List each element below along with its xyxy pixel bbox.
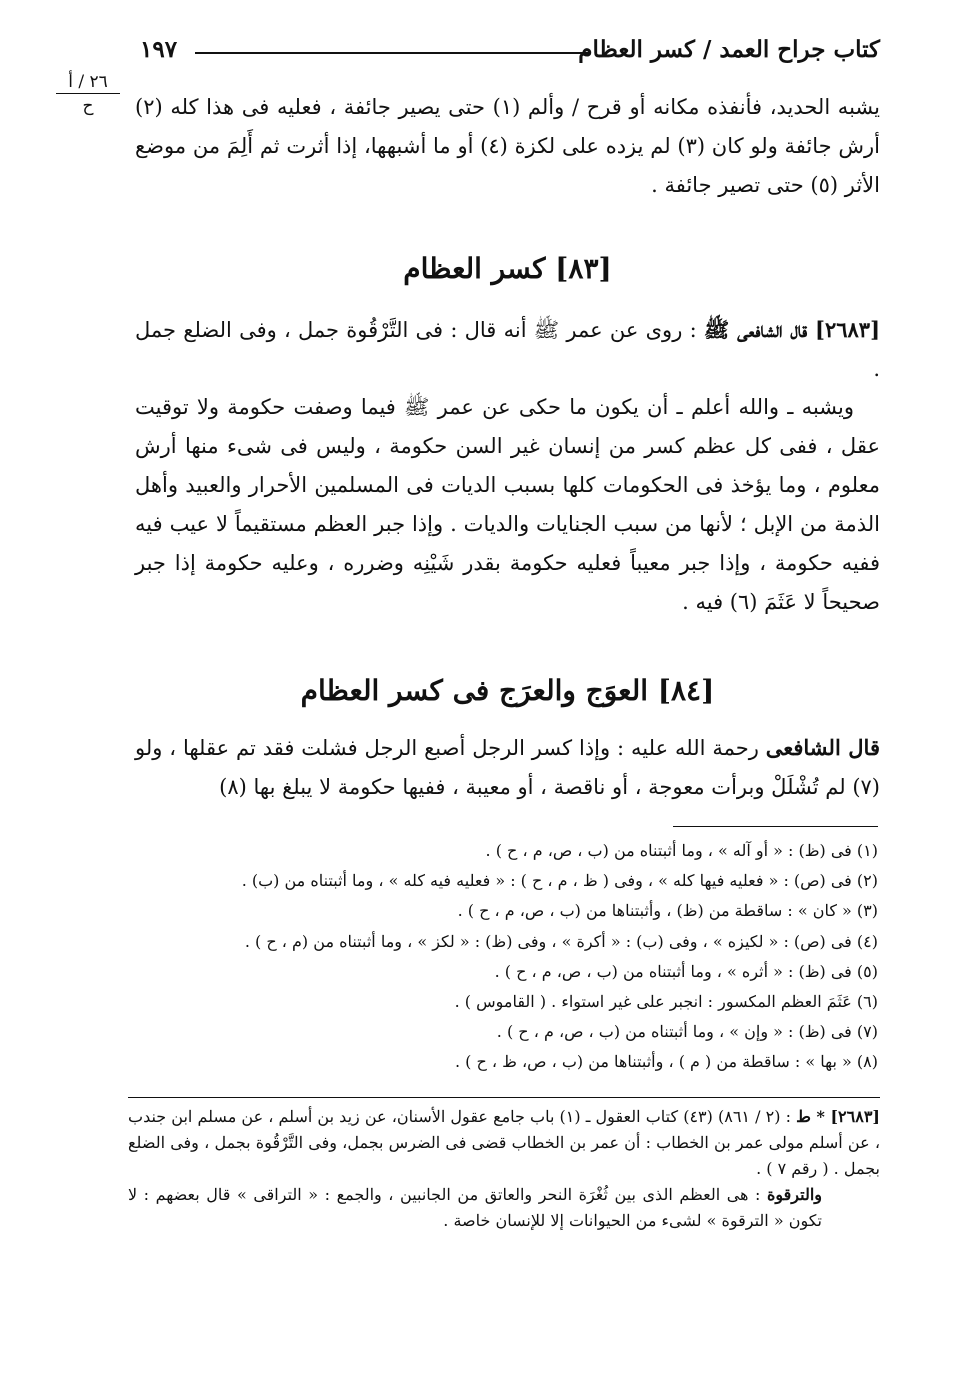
footnote-item: (٧) فى (ظ) : « وإن » ، وما أثبتناه من (ب ، ص، م ، ح ) .	[496, 1022, 878, 1042]
running-title: كتاب جراح العمد / كسر العظام	[578, 36, 880, 63]
section-83-paragraph-2: ويشبه ـ والله أعلم ـ أن يكون ما حكى عن عمر ﷺ فيما وصفت حكومة ولا توقيت عقل ، ففى كل عظم كسر من إنسان غير السن حكومة ، وليس فى شىء منها أرش معلوم ، وما يؤخذ فى الحكومات كلها بسبب الديات فى المسلمين الأحرار والعبيد وأهل الذمة من الإبل ؛ لأنها من سبب الجنايات والديات . وإذا جبر العظم مستقيماً لا عيب فيه ففيه حكومة ، وإذا جبر معيباً فعليه حكومة بقدر شَيْنِه وضرره ، وعليه حكومة إذا جبر صحيحاً لا عَثَمَ (٦) فيه .	[135, 395, 880, 614]
section-83-heading: [٨٣] كسر العظام	[403, 252, 612, 285]
footnote-item: (٢) فى (ص) : « فعليه فيها كله » ، وفى ( ظ ، م ، ح ) : « فعليه فيه كله » ، وما أثبتناه من (ب) .	[241, 871, 878, 891]
report-number-lead: [٢٦٨٣] قال الشافعى ﷺ	[703, 317, 880, 342]
footnote-item: (٣) « كان » : ساقطة من (ظ) ، وأثبتناها من (ب ، ص، م ، ح ) .	[457, 901, 878, 921]
section-84-paragraph-1	[135, 728, 880, 807]
footnote-item: (٨) « بها » : ساقطة من ( م ) ، وأثبتناها من (ب ، ص، ظ ، ح ) .	[454, 1052, 878, 1072]
footnote-item: (٤) فى (ص) : « لكيزه » ، وفى (ب) : « أكرة » ، وفى (ظ) : « لكز » ، وما أثبتناه من (م ، ح ) .	[244, 931, 878, 951]
ruling-text: رحمة الله عليه : وإذا كسر الرجل أصبع الرجل فشلت فقد تم عقلها ، ولو (٧) لم تُشْلَلْ وبرأت معوجة ، أو ناقصة ، أو معيبة ، ففيها حكومة لا يبلغ بها (٨)	[135, 736, 880, 799]
footnote-separator	[673, 826, 878, 827]
source-references	[128, 1104, 880, 1234]
section-83-paragraph-1	[135, 310, 880, 389]
report-text: : روى عن عمر ﷺ أنه قال : فى التَّرْقُوة جمل ، وفى الضلع جمل .	[135, 318, 880, 381]
footnote-item: (٥) فى (ظ) : « أثره » ، وما أثبتناه من (ب ، ص، م ، ح ) .	[494, 961, 878, 981]
footnote-item: (١) فى (ظ) : « أو آله » ، وما أثبتناه من (ب ، ص، م ، ح ) .	[485, 841, 878, 860]
references-separator	[128, 1097, 880, 1098]
page-number: ١٩٧	[140, 36, 178, 63]
folio-manuscript-siglum: ح	[82, 96, 94, 116]
section-84-heading: [٨٤] العوَج والعرَج فى كسر العظام	[300, 674, 715, 707]
manuscript-folio-note	[56, 72, 120, 116]
glossary-definition: : هى العظم الذى بين ثُغْرَة النحر والعاتق من الجانبين ، والجمع : « التراقى » قال بعضهم : لا تكون « الترقوة » لشىء من الحيوانات إلا للإنسان خاصة .	[128, 1185, 822, 1230]
reference-lead: [٢٦٨٣] * ط	[796, 1107, 880, 1126]
speaker-lead: قال الشافعى	[765, 735, 880, 760]
page-header	[140, 36, 880, 72]
opening-paragraph: يشبه الحديد، فأنفذه مكانه أو قرح / وألم (١) حتى يصير جائفة ، فعليه فى هذا كله (٢) أرش جائفة ولو كان (٣) لم يزده على لكزة (٤) أو ما أشبهها، إذا أثرت ثم أَلِمَ من موضع الأثر (٥) حتى تصير جائفة .	[135, 95, 880, 197]
header-rule	[195, 52, 590, 54]
footnotes-list	[170, 836, 878, 1078]
folio-number: ٢٦ / أ	[56, 72, 120, 94]
glossary-term: والترقوة	[767, 1185, 822, 1204]
glossary-note	[128, 1182, 880, 1234]
footnote-item: (٦) عَثَمَ العظم المكسور : انجبر على غير استواء . ( القاموس ) .	[454, 992, 878, 1012]
reference-entry	[128, 1104, 880, 1182]
reference-text: : (٢ / ٨٦١) (٤٣) كتاب العقول ـ (١) باب جامع عقول الأسنان، عن زيد بن أسلم ، عن مسلم ابن جندب ، عن أسلم مولى عمر بن الخطاب : أن عمر بن الخطاب قضى فى الضرس بجمل، وفى التَّرْقُوة بجمل ، وفى الضلع بجمل . ( رقم ٧ ) .	[128, 1107, 880, 1178]
